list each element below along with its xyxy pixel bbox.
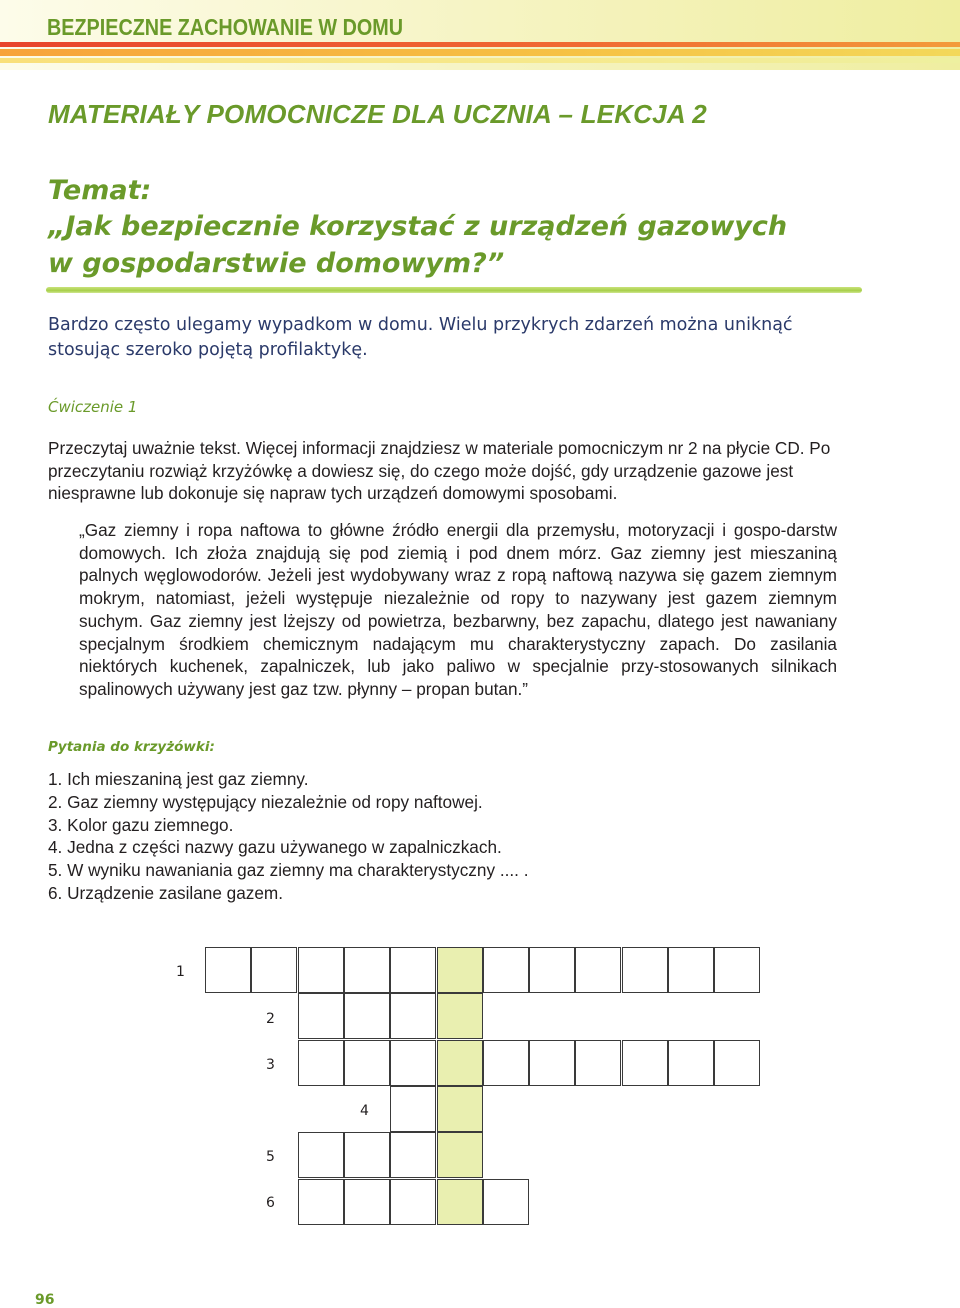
exercise-instructions: Przeczytaj uważnie tekst. Więcej informacji znajdziesz w materiale pomocniczym nr 2 na płycie CD. Po przeczytaniu rozwiąż krzyżówkę a dowiesz się, do czego może dojść, gdy urządzenie gazowe jest niesprawne lub dokonuje się napraw tych urządzeń domowymi sposobami. (48, 438, 831, 503)
crossword-cell[interactable] (298, 947, 344, 993)
crossword-cell[interactable] (437, 1132, 483, 1178)
crossword-cell[interactable] (483, 1040, 529, 1086)
crossword-cell[interactable] (344, 1040, 390, 1086)
crossword-cell[interactable] (298, 1179, 344, 1225)
crossword-cell[interactable] (298, 1132, 344, 1178)
crossword-cell[interactable] (714, 947, 760, 993)
question-item: 2. Gaz ziemny występujący niezależnie od ropy naftowej. (48, 791, 483, 812)
questions-list (48, 768, 528, 905)
crossword-cell[interactable] (298, 993, 344, 1039)
question-item: 4. Jedna z części nazwy gazu używanego w zapalniczkach. (48, 837, 502, 858)
intro-line-2: stosując szeroko pojętą profilaktykę. (48, 340, 368, 360)
crossword-cell[interactable] (529, 1040, 575, 1086)
crossword-row-number: 3 (266, 1057, 275, 1073)
crossword-cell[interactable] (622, 1040, 668, 1086)
crossword-cell[interactable] (668, 1040, 714, 1086)
section-title: BEZPIECZNE ZACHOWANIE W DOMU (47, 14, 404, 40)
crossword-row-number: 1 (176, 964, 185, 980)
question-item: 6. Urządzenie zasilane gazem. (48, 882, 284, 903)
crossword-cell[interactable] (437, 947, 483, 993)
crossword-cell[interactable] (668, 947, 714, 993)
crossword-row-number: 2 (266, 1011, 275, 1027)
crossword-cell[interactable] (575, 1040, 621, 1086)
crossword-cell[interactable] (298, 1040, 344, 1086)
crossword-cell[interactable] (390, 1040, 436, 1086)
crossword-cell[interactable] (437, 1040, 483, 1086)
crossword-cell[interactable] (483, 947, 529, 993)
question-item: 5. W wyniku nawaniania gaz ziemny ma charakterystyczny .... . (48, 860, 529, 881)
crossword-cell[interactable] (344, 1132, 390, 1178)
intro-line-1: Bardzo często ulegamy wypadkom w domu. Wielu przykrych zdarzeń można uniknąć (48, 315, 793, 335)
crossword-row-number: 6 (266, 1195, 275, 1211)
crossword-cell[interactable] (251, 947, 297, 993)
crossword-cell[interactable] (529, 947, 575, 993)
crossword-cell[interactable] (390, 1086, 436, 1132)
crossword-cell[interactable] (575, 947, 621, 993)
crossword-cell[interactable] (344, 1179, 390, 1225)
crossword-cell[interactable] (390, 947, 436, 993)
crossword-cell[interactable] (390, 993, 436, 1039)
header-stripe-red (0, 42, 960, 47)
questions-heading: Pytania do krzyżówki: (48, 739, 215, 755)
crossword-row-number: 4 (360, 1103, 369, 1119)
topic-label: Temat: (48, 175, 152, 206)
topic-underline (46, 287, 862, 293)
crossword-cell[interactable] (714, 1040, 760, 1086)
crossword-cell[interactable] (437, 1179, 483, 1225)
exercise-heading: Ćwiczenie 1 (48, 398, 138, 416)
crossword-cell[interactable] (622, 947, 668, 993)
crossword-cell[interactable] (344, 947, 390, 993)
crossword-cell[interactable] (344, 993, 390, 1039)
crossword-cell[interactable] (437, 1086, 483, 1132)
topic-line-2: w gospodarstwie domowym?” (48, 248, 505, 279)
crossword-cell[interactable] (437, 993, 483, 1039)
reading-quote: „Gaz ziemny i ropa naftowa to główne źródło energii dla przemysłu, motoryzacji i gospo-darstw domowych. Ich złoża znajdują się pod ziemią i pod dnem mórz. Gaz ziemny jest mieszaniną palnych węglowodorów. Jeżeli jest wydobywany wraz z ropą naftową nazywa się gazem ziemnym mokrym, natomiast, jeżeli występuje niezależnie od ropy to nazywany jest gazem ziemnym suchym. Gaz ziemny jest lżejszy od powietrza, bezbarwny, bez zapachu, dlatego jest nawaniany specjalnym środkiem chemicznym nadającym mu charakterystyczny zapach. Do zasilania niektórych kuchenek, zapalniczek, lub jako paliwo w specjalnie przy-stosowanych silnikach spalinowych używany jest gaz tzw. płynny – propan butan.” (79, 520, 837, 699)
crossword-cell[interactable] (205, 947, 251, 993)
question-item: 1. Ich mieszaniną jest gaz ziemny. (48, 769, 309, 789)
topic-line-1: „Jak bezpiecznie korzystać z urządzeń gazowych (48, 211, 788, 242)
crossword-cell[interactable] (390, 1179, 436, 1225)
crossword-cell[interactable] (483, 1179, 529, 1225)
crossword-cell[interactable] (390, 1132, 436, 1178)
lesson-title: MATERIAŁY POMOCNICZE DLA UCZNIA – LEKCJA 2 (48, 99, 707, 129)
page-number: 96 (35, 1292, 55, 1308)
intro-text (48, 313, 888, 363)
header-stripe-yellow (0, 58, 960, 63)
header-stripe-orange (0, 49, 960, 56)
crossword-row-number: 5 (266, 1149, 275, 1165)
question-item: 3. Kolor gazu ziemnego. (48, 814, 234, 835)
